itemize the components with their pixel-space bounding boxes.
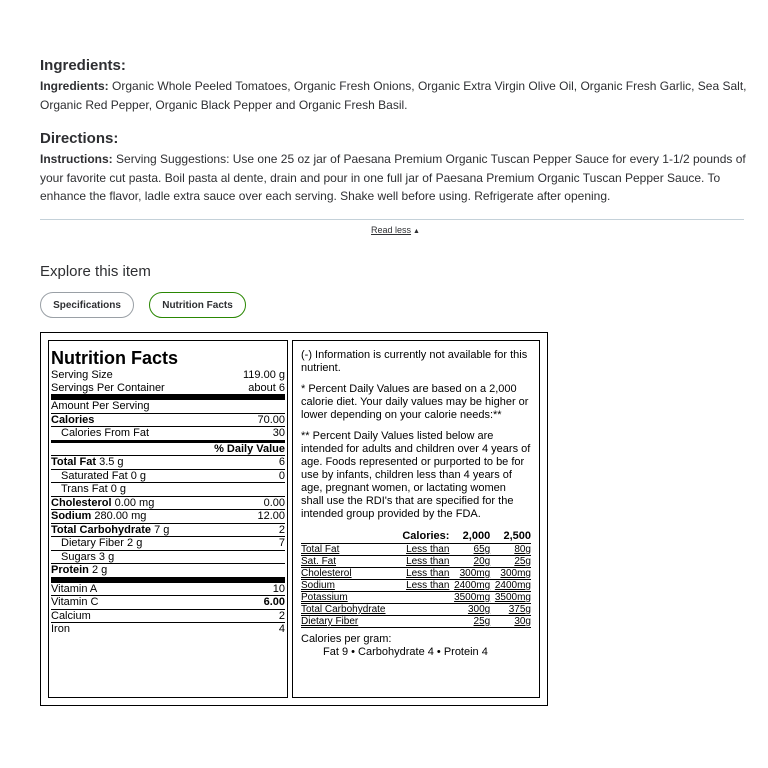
total-fat-amount: 3.5 g [99, 456, 124, 468]
vitamin-row [51, 610, 285, 624]
cholesterol-row [51, 497, 285, 511]
total-carbohydrate-label: Total Carbohydrate [51, 523, 152, 536]
ingredients-body: Organic Whole Peeled Tomatoes, Organic Fresh Onions, Organic Extra Virgin Olive Oil, Organic Fresh Garlic, Sea Salt, Organic Red Pepper, Organic Black Pepper and Organic Fresh Basil. [40, 79, 747, 112]
dv-2500: 375g [490, 604, 531, 616]
vitamin-value: 2 [278, 609, 285, 622]
amount-per-serving-label: Amount Per Serving [51, 400, 150, 412]
specifications-chip[interactable]: Specifications [40, 292, 134, 318]
dietary-fiber-label: Dietary Fiber [61, 537, 124, 549]
dv-compare [396, 592, 449, 604]
table-row [301, 556, 531, 568]
dv-nutrient: Potassium [301, 592, 396, 604]
dv-nutrient: Total Fat [301, 544, 396, 556]
calories-per-gram-label: Calories per gram: [301, 633, 392, 645]
dv-2500: 30g [490, 616, 531, 628]
ingredients-label: Ingredients: [40, 79, 109, 93]
vitamin-row [51, 583, 285, 597]
trans-fat-label: Trans Fat [61, 483, 108, 495]
saturated-fat-amount: 0 g [130, 469, 147, 482]
servings-per-container-value: about 6 [248, 381, 285, 394]
table-row [301, 580, 531, 592]
saturated-fat-dv: 0 [278, 469, 285, 482]
total-fat-row [51, 456, 285, 470]
instructions-body: Serving Suggestions: Use one 25 oz jar of Paesana Premium Organic Tuscan Pepper Sauce for every 1-1/2 pounds of your favorite cut pasta. Boil pasta al dente, drain and pour in one full jar of Paesana Premium Organic Tuscan Pepper Sauce. To enhance the flavor, ladle extra sauce over each serving. Shake well before using. Refrigerate after opening. [40, 152, 746, 203]
read-less-label: Read less [371, 225, 412, 235]
trans-fat-amount: 0 g [110, 483, 127, 495]
daily-values-table [301, 531, 531, 628]
vitamin-label: Iron [51, 623, 70, 635]
sodium-row [51, 510, 285, 524]
cholesterol-label: Cholesterol [51, 496, 112, 509]
vitamin-label: Vitamin C [51, 596, 99, 608]
cholesterol-amount: 0.00 mg [114, 496, 155, 509]
total-carbohydrate-dv: 2 [278, 523, 285, 536]
table-row [301, 616, 531, 628]
directions-title: Directions: [40, 130, 119, 147]
dietary-fiber-dv: 7 [278, 537, 285, 549]
vitamin-label: Vitamin A [51, 582, 98, 595]
vitamin-row [51, 596, 285, 610]
calories-row [51, 414, 285, 428]
saturated-fat-label: Saturated Fat [61, 469, 128, 482]
serving-size-label: Serving Size [51, 369, 113, 381]
percent-dv-listed-note: ** Percent Daily Values listed below are intended for adults and children over 4 years of age. Foods represented or purported to be for use by infants, children less than 4 years of age, pregnant women, or lactating women shall use the RDI's that are specified for the intended group provided by the FDA. [301, 430, 531, 520]
protein-row [51, 564, 285, 583]
directions-text [40, 150, 752, 206]
dv-compare [396, 616, 449, 628]
dv-2000: 3500mg [449, 592, 490, 604]
sodium-dv: 12.00 [257, 510, 285, 522]
nutrition-notes [292, 340, 540, 698]
dv-compare: Less than [396, 556, 449, 568]
dv-2000: 2400mg [449, 580, 490, 592]
trans-fat-row [51, 483, 285, 497]
dv-2500: 3500mg [490, 592, 531, 604]
percent-dv-note: * Percent Daily Values are based on a 2,000 calorie diet. Your daily values may be higher or lower depending on your calorie needs:** [301, 383, 529, 421]
vitamin-label: Calcium [51, 609, 91, 622]
dv-2000: 25g [449, 616, 490, 628]
nutrition-facts-title: Nutrition Facts [51, 348, 179, 368]
dv-2500: 300mg [490, 568, 531, 580]
instructions-label: Instructions: [40, 152, 113, 166]
dv-nutrient: Sodium [301, 580, 396, 592]
saturated-fat-row [51, 470, 285, 484]
serving-size-row [51, 369, 285, 382]
dv-compare [396, 604, 449, 616]
ingredients-title: Ingredients: [40, 57, 126, 74]
dv-2000: 300g [449, 604, 490, 616]
protein-label: Protein [51, 564, 89, 576]
calories-from-fat-value: 30 [272, 427, 285, 439]
table-row [301, 592, 531, 604]
dietary-fiber-row [51, 537, 285, 551]
sodium-label: Sodium [51, 510, 92, 522]
amount-per-serving-row [51, 400, 285, 414]
calories-label: Calories [51, 413, 95, 426]
dv-nutrient: Cholesterol [301, 568, 396, 580]
vitamin-row [51, 623, 285, 636]
total-carbohydrate-row [51, 524, 285, 538]
nutrition-facts-chip[interactable]: Nutrition Facts [149, 292, 246, 318]
dv-2000: 20g [449, 556, 490, 568]
vitamin-value: 4 [278, 623, 285, 635]
dv-compare: Less than [396, 568, 449, 580]
dv-nutrient: Total Carbohydrate [301, 604, 396, 616]
dv-compare: Less than [396, 544, 449, 556]
table-row [301, 544, 531, 556]
dv-2000: 65g [449, 544, 490, 556]
sugars-label: Sugars [61, 550, 96, 563]
total-fat-label: Total Fat [51, 456, 97, 468]
vitamin-value: 10 [272, 582, 285, 595]
daily-value-header-row [51, 443, 285, 457]
calories-value: 70.00 [257, 413, 285, 426]
explore-title: Explore this item [40, 263, 151, 280]
calories-per-gram-values: Fat 9 • Carbohydrate 4 • Protein 4 [323, 646, 488, 658]
calories-header-2500: 2,500 [490, 531, 531, 544]
dv-2500: 2400mg [490, 580, 531, 592]
table-row [301, 604, 531, 616]
nutrition-facts-label [48, 340, 288, 698]
section-divider [40, 219, 744, 220]
calories-from-fat-label: Calories From Fat [61, 427, 150, 439]
servings-per-container-row [51, 382, 285, 401]
calories-header-label: Calories: [396, 531, 449, 544]
chevron-up-icon: ▲ [413, 228, 420, 235]
dv-compare: Less than [396, 580, 449, 592]
calories-from-fat-row [51, 427, 285, 443]
dv-2000: 300mg [449, 568, 490, 580]
sugars-row [51, 551, 285, 565]
dietary-fiber-amount: 2 g [127, 537, 143, 549]
ingredients-text [40, 77, 752, 114]
calories-per-gram [301, 633, 531, 659]
total-carbohydrate-amount: 7 g [154, 523, 170, 536]
sugars-amount: 3 g [98, 550, 115, 563]
table-row [301, 568, 531, 580]
vitamin-value: 6.00 [263, 596, 285, 608]
protein-amount: 2 g [91, 564, 108, 576]
not-available-note: (-) Information is currently not available for this nutrient. [301, 349, 528, 374]
cholesterol-dv: 0.00 [263, 496, 285, 509]
dv-2500: 80g [490, 544, 531, 556]
daily-value-header: % Daily Value [214, 442, 285, 455]
read-less-link[interactable] [371, 225, 420, 235]
calories-header-2000: 2,000 [449, 531, 490, 544]
sodium-amount: 280.00 mg [94, 510, 147, 522]
dv-2500: 25g [490, 556, 531, 568]
daily-values-header [301, 531, 531, 544]
dv-nutrient: Sat. Fat [301, 556, 396, 568]
serving-size-value: 119.00 g [242, 369, 285, 381]
dv-nutrient: Dietary Fiber [301, 616, 396, 628]
total-fat-dv: 6 [278, 456, 285, 468]
servings-per-container-label: Servings Per Container [51, 381, 165, 394]
